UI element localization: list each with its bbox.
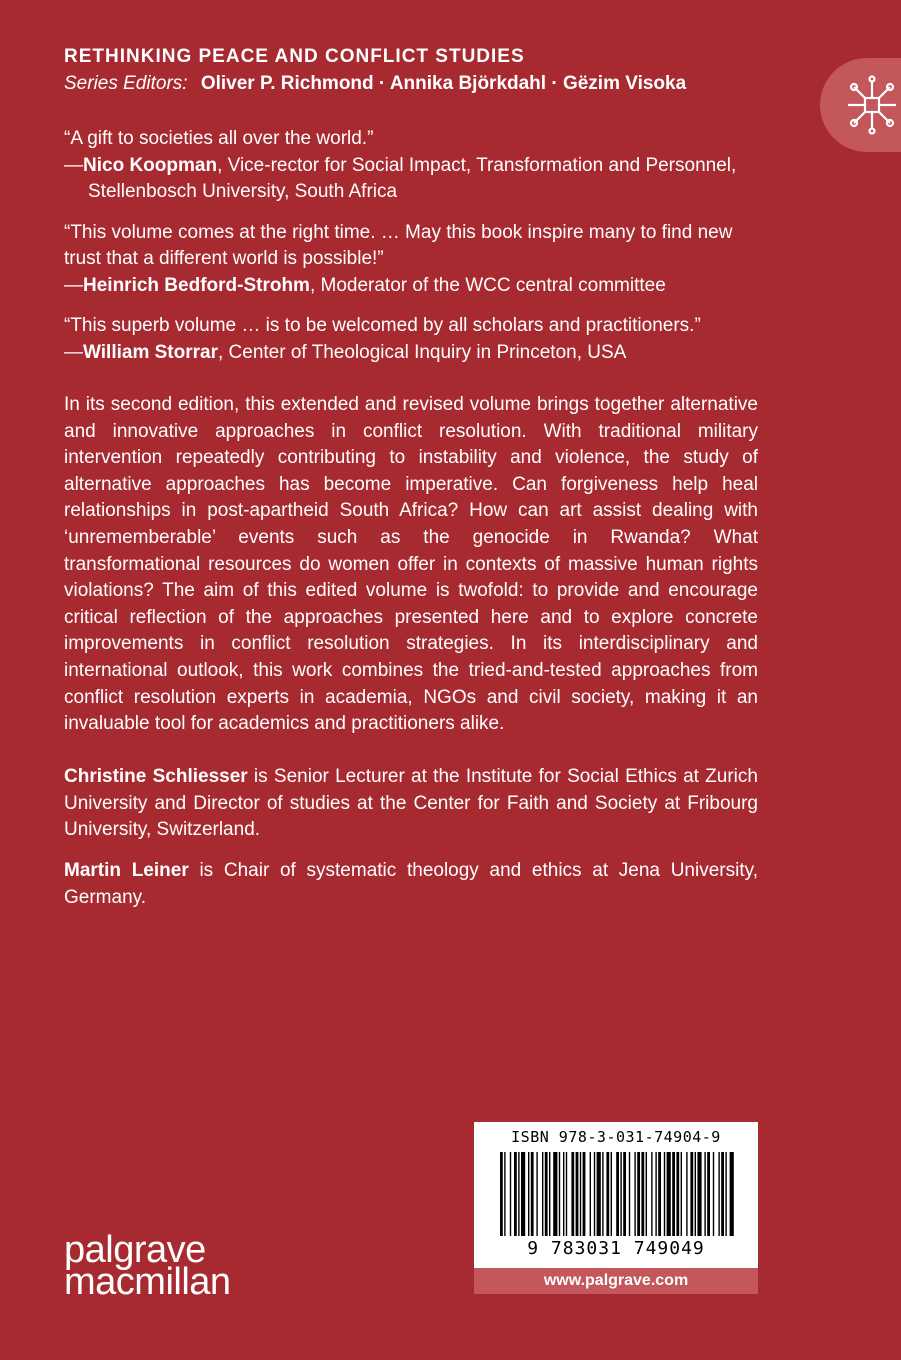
publisher-wordmark xyxy=(64,1229,231,1303)
barcode-digits: 9 783031 749049 xyxy=(527,1238,705,1259)
quote-author: William Storrar xyxy=(83,341,218,363)
quote-attribution xyxy=(64,340,758,367)
series-editors xyxy=(64,73,686,95)
publisher-logo-badge xyxy=(820,58,901,152)
quote-affiliation: , Vice-rector for Social Impact, Transformation and Personnel, Stellenbosch University, South Africa xyxy=(88,154,737,202)
book-description: In its second edition, this extended and revised volume brings together alternative and innovative approaches in conflict resolution. With traditional military intervention repeatedly contributing to instability and violence, the study of alternative approaches has become imperative. Can forgiveness help heal relationships in post-apartheid South Africa? How can art assist dealing with ‘unrememberable’ events such as the genocide in Rwanda? What transformational resources do women offer in contexts of massive human rights violations? The aim of this edited volume is twofold: to provide and encourage critical reflection of the approaches presented here and to explore concrete improvements in conflict resolution strategies. In its interdisciplinary and international outlook, this work combines the tried-and-tested approaches from conflict resolution experts in academia, NGOs and civil society, making it an invaluable tool for academics and practitioners alike. xyxy=(64,394,758,735)
barcode-icon xyxy=(496,1152,736,1238)
series-title: RETHINKING PEACE AND CONFLICT STUDIES xyxy=(64,46,525,67)
quote-affiliation: , Moderator of the WCC central committee xyxy=(309,274,666,296)
editor-bio-text: is Chair of systematic theology and ethics at Jena University, Germany. xyxy=(64,860,758,908)
isbn-barcode-box xyxy=(474,1122,758,1268)
quote-attribution xyxy=(64,273,758,300)
editor-name: Christine Schliesser xyxy=(64,766,248,787)
endorsement-quotes xyxy=(64,126,758,380)
series-editors-label: Series Editors: xyxy=(64,73,188,94)
quote-text: “This volume comes at the right time. … May this book inspire many to find new trust that a different world is possible!” xyxy=(64,221,733,269)
quote-text: “This superb volume … is to be welcomed by all scholars and practitioners.” xyxy=(64,315,701,336)
quote-dash: — xyxy=(64,154,83,176)
editor-name: Martin Leiner xyxy=(64,860,189,881)
quote-author: Heinrich Bedford-Strohm xyxy=(83,274,310,296)
quote-dash: — xyxy=(64,274,83,296)
editor-bio xyxy=(64,764,758,844)
isbn-label: ISBN 978-3-031-74904-9 xyxy=(511,1128,721,1146)
quote xyxy=(64,126,758,206)
editor-bio xyxy=(64,858,758,911)
quote-affiliation: , Center of Theological Inquiry in Princeton, USA xyxy=(217,341,627,363)
quote-dash: — xyxy=(64,341,83,363)
quote-author: Nico Koopman xyxy=(83,154,218,176)
editor-bio-text: is Senior Lecturer at the Institute for Social Ethics at Zurich University and Director of studies at the Center for Faith and Society at Fribourg University, Switzerland. xyxy=(64,766,758,840)
palgrave-network-icon xyxy=(842,73,901,137)
series-editors-names: Oliver P. Richmond · Annika Björkdahl · Gëzim Visoka xyxy=(200,73,687,94)
quote-attribution xyxy=(64,153,758,206)
publisher-website[interactable]: www.palgrave.com xyxy=(474,1268,758,1294)
quote xyxy=(64,220,758,300)
publisher-name-line1: palgrave xyxy=(64,1229,206,1271)
publisher-name-line2: macmillan xyxy=(64,1261,231,1303)
quote xyxy=(64,313,758,366)
quote-text: “A gift to societies all over the world.” xyxy=(64,128,374,149)
